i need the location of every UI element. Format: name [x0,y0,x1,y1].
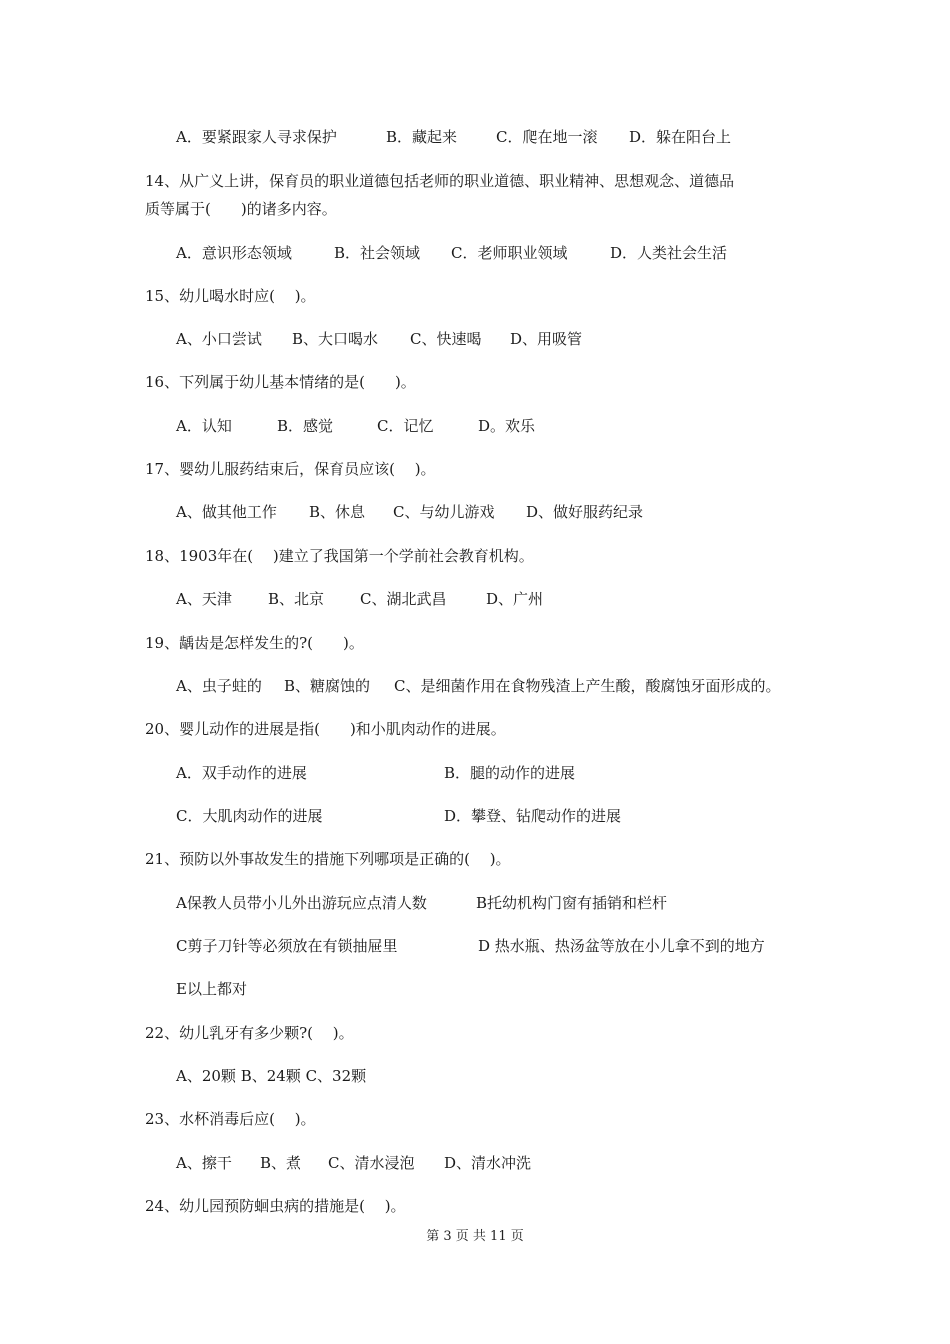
q14-stem-line2: 质等属于( )的诸多内容。 [145,200,337,218]
q23-option-d: D、清水冲洗 [444,1154,532,1172]
q22-stem: 22、幼儿乳牙有多少颗?( )。 [145,1024,354,1042]
q13-option-b: B．藏起来 [386,128,458,146]
q18-option-d: D、广州 [486,590,544,608]
q16-option-a: A．认知 [176,417,232,435]
q18-stem: 18、1903年在( )建立了我国第一个学前社会教育机构。 [145,547,534,565]
q17-option-c: C、与幼儿游戏 [393,503,495,521]
q15-options [176,329,582,349]
q23-option-c: C、清水浸泡 [328,1154,415,1172]
q21-option-b: B托幼机构门窗有插销和栏杆 [476,894,668,912]
q17-stem: 17、婴幼儿服药结束后，保育员应该( )。 [145,460,436,478]
q14-option-b: B．社会领域 [334,244,421,262]
q17-options [176,502,643,522]
q16-option-c: C．记忆 [377,417,434,435]
q15-option-d: D、用吸管 [510,330,583,348]
q18-option-a: A、天津 [176,590,232,608]
q18-option-b: B、北京 [268,590,325,608]
q15-option-c: C、快速喝 [410,330,482,348]
q16-option-d: D。欢乐 [478,417,536,435]
q19-option-a: A、虫子蛀的 [176,677,262,695]
q22-options: A、20颗 B、24颗 C、32颗 [176,1067,367,1085]
q19-option-b: B、糖腐蚀的 [284,677,371,695]
q16-option-b: B．感觉 [277,417,334,435]
q21-option-a: A保教人员带小儿外出游玩应点清人数 [176,894,427,912]
q14-option-c: C．老师职业领域 [451,244,568,262]
q13-option-a: A．要紧跟家人寻求保护 [176,128,337,146]
q15-option-b: B、大口喝水 [292,330,379,348]
q16-options [176,416,535,436]
q14-options [176,243,727,263]
q19-option-c: C、是细菌作用在食物残渣上产生酸，酸腐蚀牙面形成的。 [394,677,781,695]
q13-option-c: C．爬在地一滚 [496,128,598,146]
q20-option-a: A．双手动作的进展 [176,764,307,782]
q16-stem: 16、下列属于幼儿基本情绪的是( )。 [145,373,416,391]
q17-option-b: B、休息 [309,503,366,521]
q13-options [176,127,731,147]
q18-option-c: C、湖北武昌 [360,590,447,608]
q14-option-d: D．人类社会生活 [610,244,728,262]
page-number-footer: 第 3 页 共 11 页 [426,1229,524,1244]
q20-stem: 20、婴儿动作的进展是指( )和小肌肉动作的进展。 [145,720,506,738]
q14-option-a: A．意识形态领域 [176,244,292,262]
q15-option-a: A、小口尝试 [176,330,262,348]
q21-option-c: C剪子刀针等必须放在有锁抽屉里 [176,937,398,955]
q20-option-c: C．大肌肉动作的进展 [176,807,323,825]
q17-option-d: D、做好服药纪录 [526,503,644,521]
q21-option-e: E以上都对 [176,980,247,998]
q13-option-d: D．躲在阳台上 [629,128,732,146]
q20-option-d: D．攀登、钻爬动作的进展 [444,807,622,825]
q23-option-a: A、擦干 [176,1154,232,1172]
q24-stem: 24、幼儿园预防蛔虫病的措施是( )。 [145,1197,406,1215]
q21-stem: 21、预防以外事故发生的措施下列哪项是正确的( )。 [145,850,511,868]
q23-option-b: B、煮 [260,1154,302,1172]
q21-option-d: D 热水瓶、热汤盆等放在小儿拿不到的地方 [478,937,765,955]
q15-stem: 15、幼儿喝水时应( )。 [145,287,316,305]
q18-options [176,589,543,609]
q20-option-b: B．腿的动作的进展 [444,764,576,782]
q23-stem: 23、水杯消毒后应( )。 [145,1110,316,1128]
q14-stem-line1: 14、从广义上讲，保育员的职业道德包括老师的职业道德、职业精神、思想观念、道德品 [145,172,735,190]
q19-options [176,676,780,696]
q19-stem: 19、龋齿是怎样发生的?( )。 [145,634,364,652]
q17-option-a: A、做其他工作 [176,503,277,521]
q23-options [176,1153,531,1173]
